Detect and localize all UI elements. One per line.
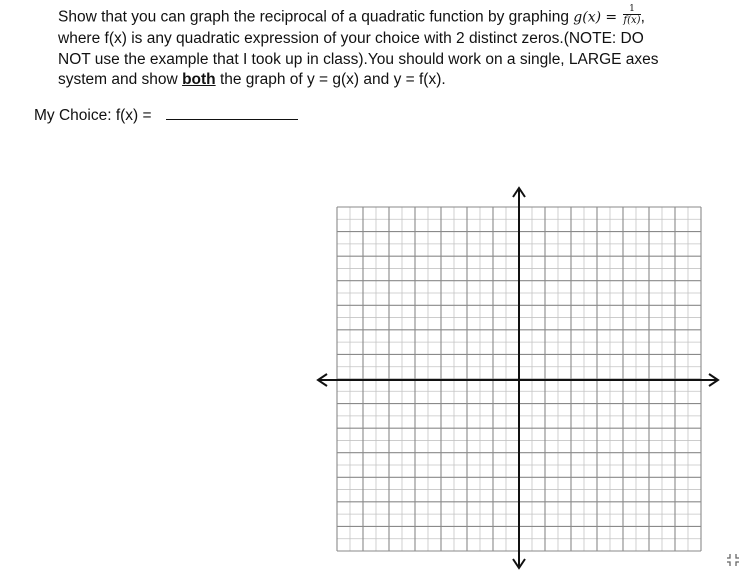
question-line-3: NOT use the example that I took up in class).You should work on a single, LARGE axes bbox=[58, 50, 659, 68]
axes bbox=[318, 188, 718, 568]
question-line-2: where f(x) is any quadratic expression of your choice with 2 distinct zeros.(NOTE: DO bbox=[58, 30, 644, 47]
emphasis-both: both bbox=[182, 71, 216, 88]
fraction-denominator: f(x) bbox=[623, 15, 641, 26]
line4-end: the graph of y = g(x) and y = f(x). bbox=[219, 71, 446, 88]
fraction-numerator: 1 bbox=[623, 4, 640, 15]
line1-comma: , bbox=[640, 8, 645, 26]
my-choice-label: My Choice: f(x) = bbox=[34, 107, 152, 124]
collapse-arrows-icon[interactable] bbox=[727, 553, 739, 567]
g-of-x: g(x) bbox=[573, 9, 602, 26]
equals-sign: = bbox=[605, 9, 618, 26]
question-intro: Show that you can graph the reciprocal of a quadratic function by graphing bbox=[58, 8, 569, 26]
line4-start: system and show bbox=[58, 71, 178, 88]
